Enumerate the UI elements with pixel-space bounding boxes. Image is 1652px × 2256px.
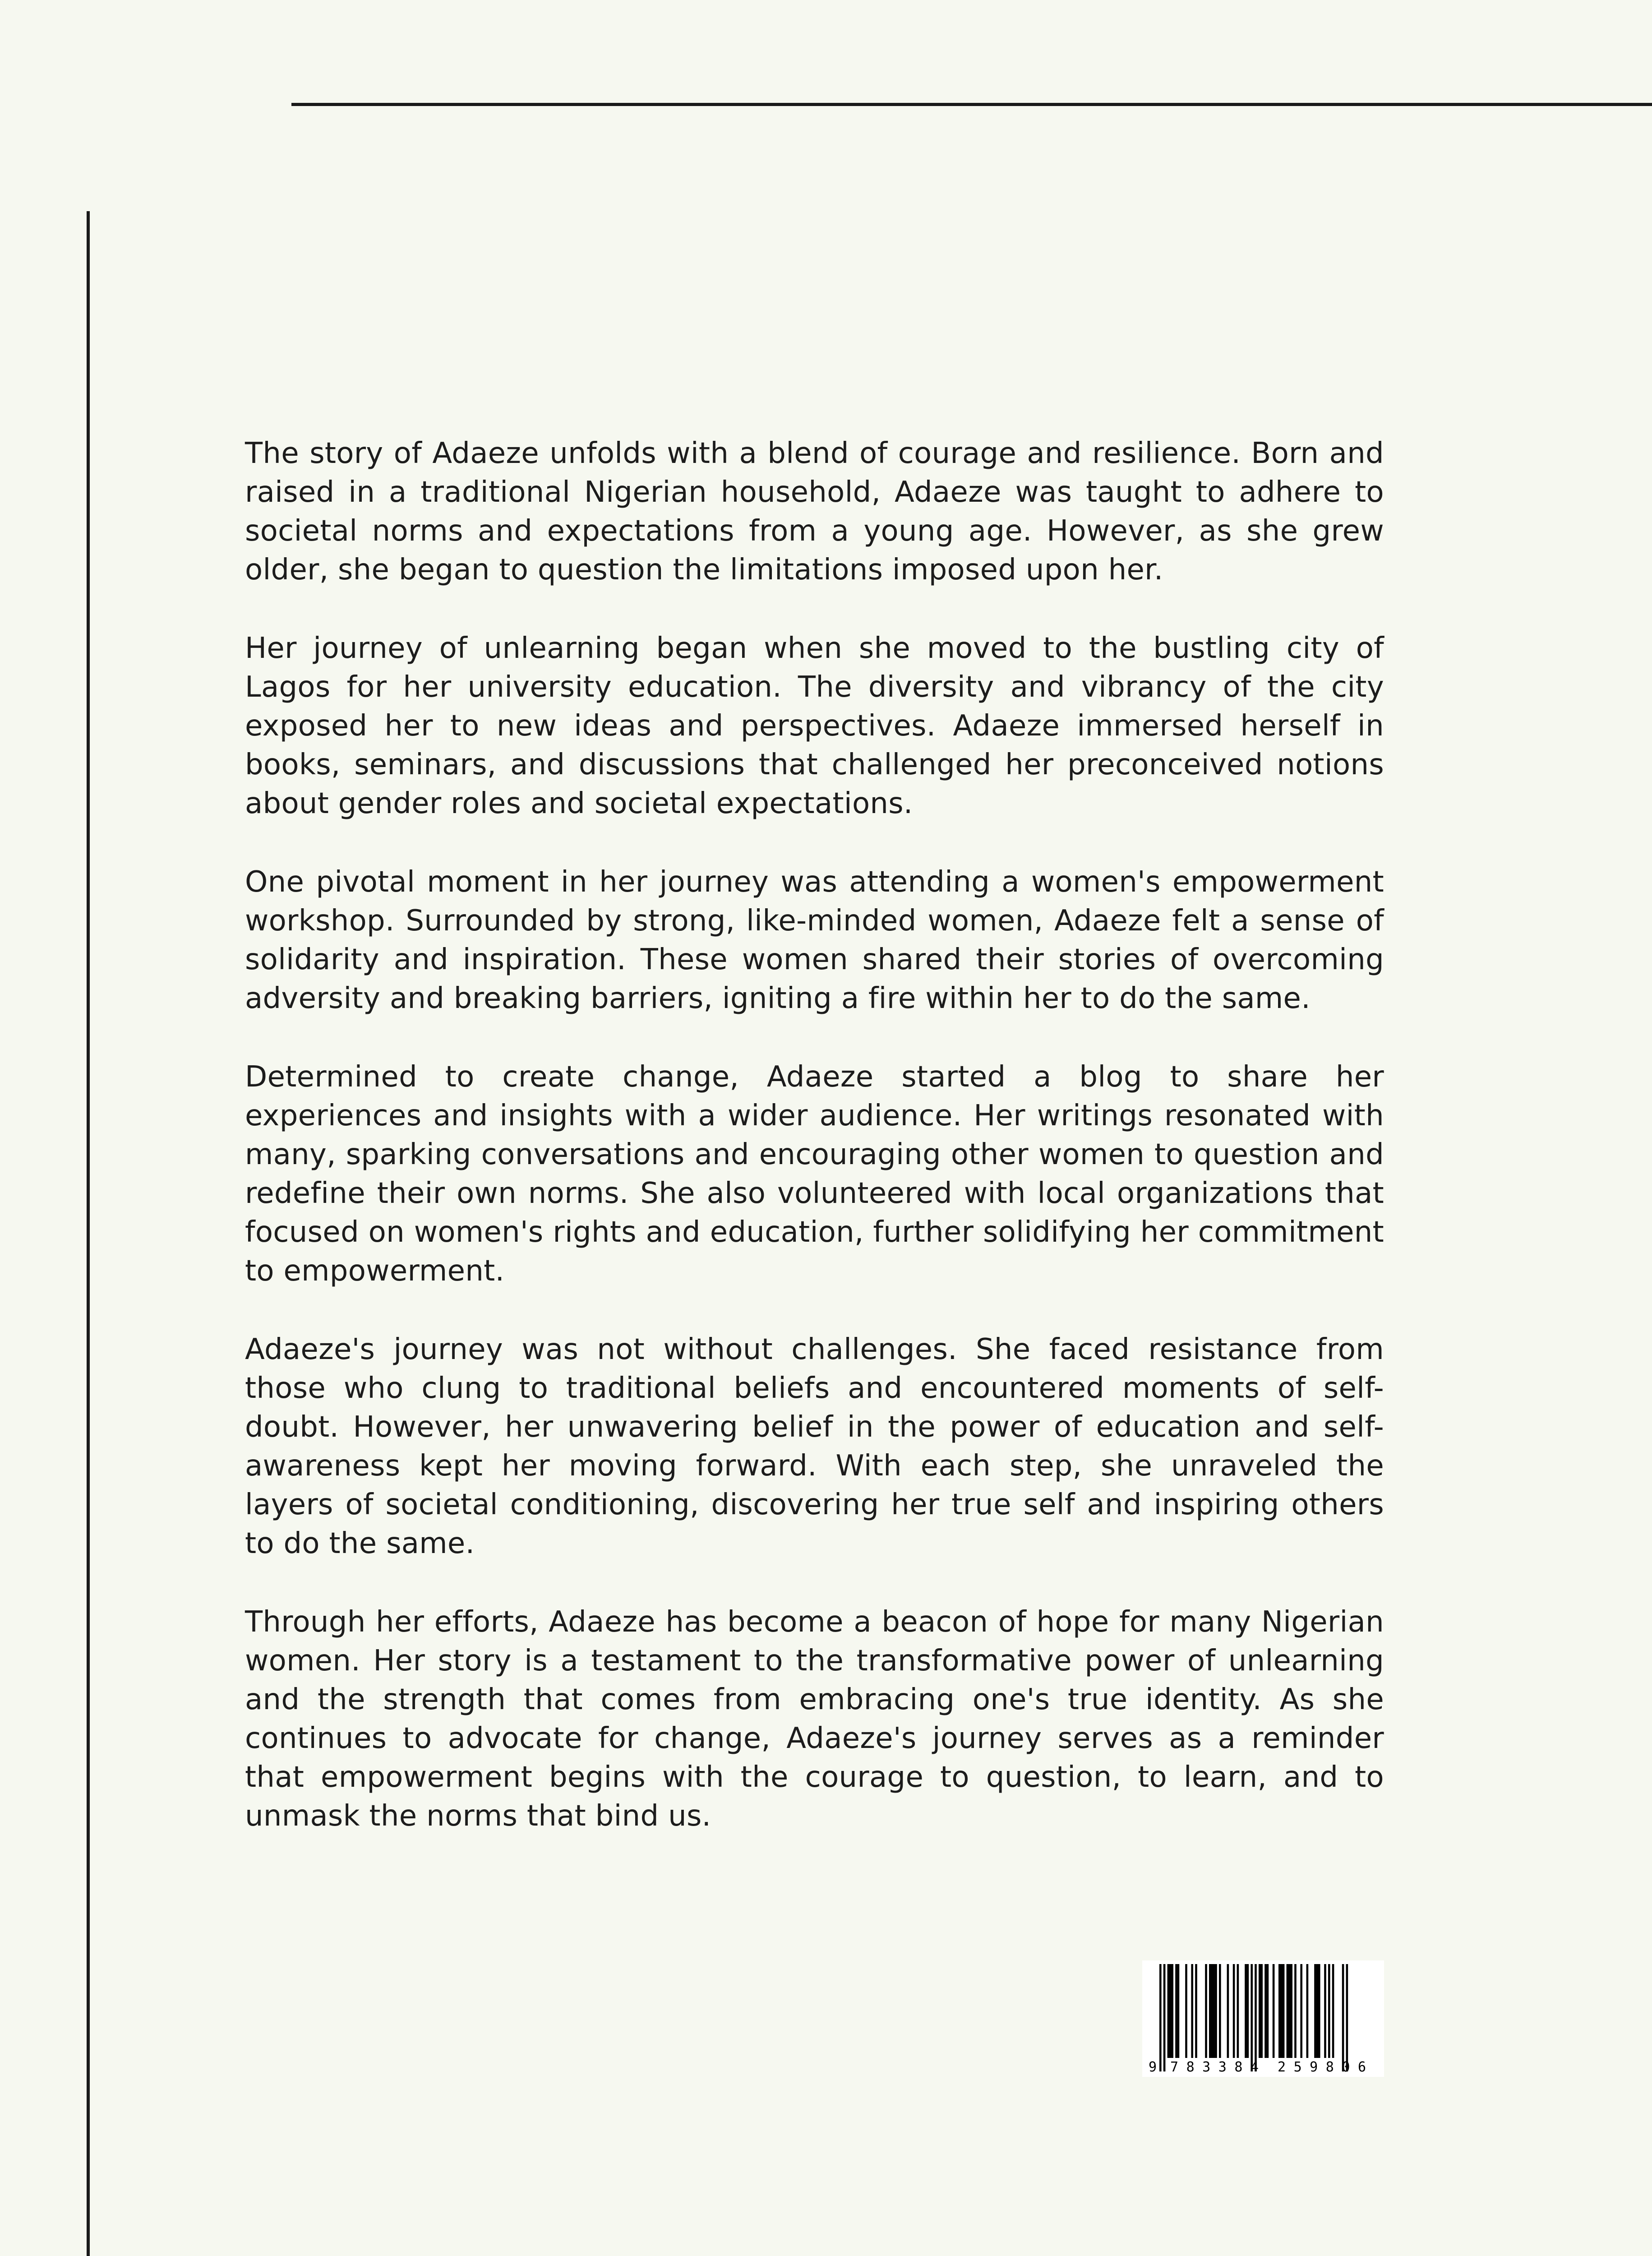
barcode-bar	[1278, 1964, 1281, 2058]
barcode-bar	[1332, 1964, 1334, 2058]
barcode-bar	[1169, 1964, 1172, 2058]
barcode-bar	[1171, 1964, 1173, 2058]
barcode-bar	[1185, 1964, 1187, 2058]
back-cover-blurb	[245, 434, 1384, 1835]
barcode-bar	[1267, 1964, 1269, 2058]
paragraph-2: Her journey of unlearning began when she moved to the bustling city of Lagos for her university education. The diversity and vibrancy of the city exposed her to new ideas and perspectives. Adaeze immersed herself in books, seminars, and discussions that challenged her preconceived notions about gender roles and societal expectations.	[245, 632, 1384, 820]
barcode-bar	[1191, 1964, 1193, 2058]
barcode-bar	[1209, 1964, 1211, 2058]
barcode-bar	[1175, 1964, 1177, 2058]
barcode-bar	[1318, 1964, 1320, 2058]
barcode-bar	[1328, 1964, 1330, 2058]
barcode-bar	[1167, 1964, 1170, 2058]
barcode-bar	[1300, 1964, 1302, 2058]
barcode-guard-bar	[1346, 1964, 1348, 2071]
paragraph-6: Through her efforts, Adaeze has become a beacon of hope for many Nigerian women. Her story is a testament to the transformative power of unlearning and the strength that comes from embracing one's true identity. As she continues to advocate for change, Adaeze's journey serves as a reminder that empowerment begins with the courage to question, to learn, and to unmask the norms that bind us.	[245, 1605, 1384, 1833]
barcode-bar	[1273, 1964, 1275, 2058]
barcode-bar	[1287, 1964, 1289, 2058]
barcode-bar	[1245, 1964, 1247, 2058]
barcode-bar	[1283, 1964, 1285, 2058]
barcode-bar	[1195, 1964, 1197, 2058]
paragraph-3: One pivotal moment in her journey was attending a women's empowerment workshop. Surrounded by strong, like-minded women, Adaeze felt a sense of solidarity and inspiration. These women shared their stories of overcoming adversity and breaking barriers, igniting a fire within her to do the same.	[245, 865, 1384, 1015]
barcode-guard-bar	[1255, 1964, 1257, 2071]
barcode-bar	[1290, 1964, 1292, 2058]
barcode-bar	[1211, 1964, 1213, 2058]
barcode-bar	[1316, 1964, 1319, 2058]
barcode-bar	[1259, 1964, 1261, 2058]
barcode-bar	[1280, 1964, 1283, 2058]
paragraph-5: Adaeze's journey was not without challenges. She faced resistance from those who clung to traditional beliefs and encountered moments of self-doubt. However, her unwavering belief in the power of education and self-awareness kept her moving forward. With each step, she unraveled the layers of societal conditioning, discovering her true self and inspiring others to do the same.	[245, 1333, 1384, 1560]
top-rule	[291, 103, 1652, 106]
barcode-bar	[1233, 1964, 1235, 2058]
barcode-bar	[1264, 1964, 1267, 2058]
barcode-bar	[1324, 1964, 1326, 2058]
barcode-guard-bar	[1159, 1964, 1162, 2071]
barcode-bar	[1227, 1964, 1229, 2058]
barcode-bar	[1215, 1964, 1217, 2058]
barcode-bar	[1177, 1964, 1180, 2058]
barcode-bar	[1314, 1964, 1316, 2058]
barcode-bar	[1260, 1964, 1263, 2058]
paragraph-1: The story of Adaeze unfolds with a blend of courage and resilience. Born and raised in a traditional Nigerian household, Adaeze was taught to adhere to societal norms and expectations from a young age. However, as she grew older, she began to question the limitations imposed upon her.	[245, 437, 1384, 587]
barcode-guard-bar	[1251, 1964, 1253, 2071]
barcode-bar	[1205, 1964, 1207, 2058]
paragraph-4: Determined to create change, Adaeze started a blog to share her experiences and insights with a wider audience. Her writings resonated with many, sparking conversations and encouraging other women to question and redefine their own norms. She also volunteered with local organizations that focused on women's rights and education, further solidifying her commitment to empowerment.	[245, 1060, 1384, 1288]
barcode-bars	[1159, 1964, 1348, 2071]
barcode-digits-right: 259806	[1278, 2059, 1366, 2075]
barcode-guard-bar	[1163, 1964, 1166, 2071]
barcode-digits-left: 783384	[1170, 2059, 1259, 2075]
barcode-digit-lead: 9	[1149, 2059, 1157, 2075]
barcode-bar	[1237, 1964, 1239, 2058]
barcode-guard-bar	[1342, 1964, 1344, 2071]
barcode-bar	[1288, 1964, 1291, 2058]
left-rule	[87, 211, 90, 2256]
barcode-bar	[1306, 1964, 1309, 2058]
barcode-bar	[1219, 1964, 1221, 2058]
barcode-bar	[1294, 1964, 1297, 2058]
barcode-graphic	[1142, 1960, 1384, 2077]
barcode-bar	[1247, 1964, 1249, 2058]
barcode-bar	[1213, 1964, 1215, 2058]
isbn-barcode	[1142, 1960, 1384, 2077]
